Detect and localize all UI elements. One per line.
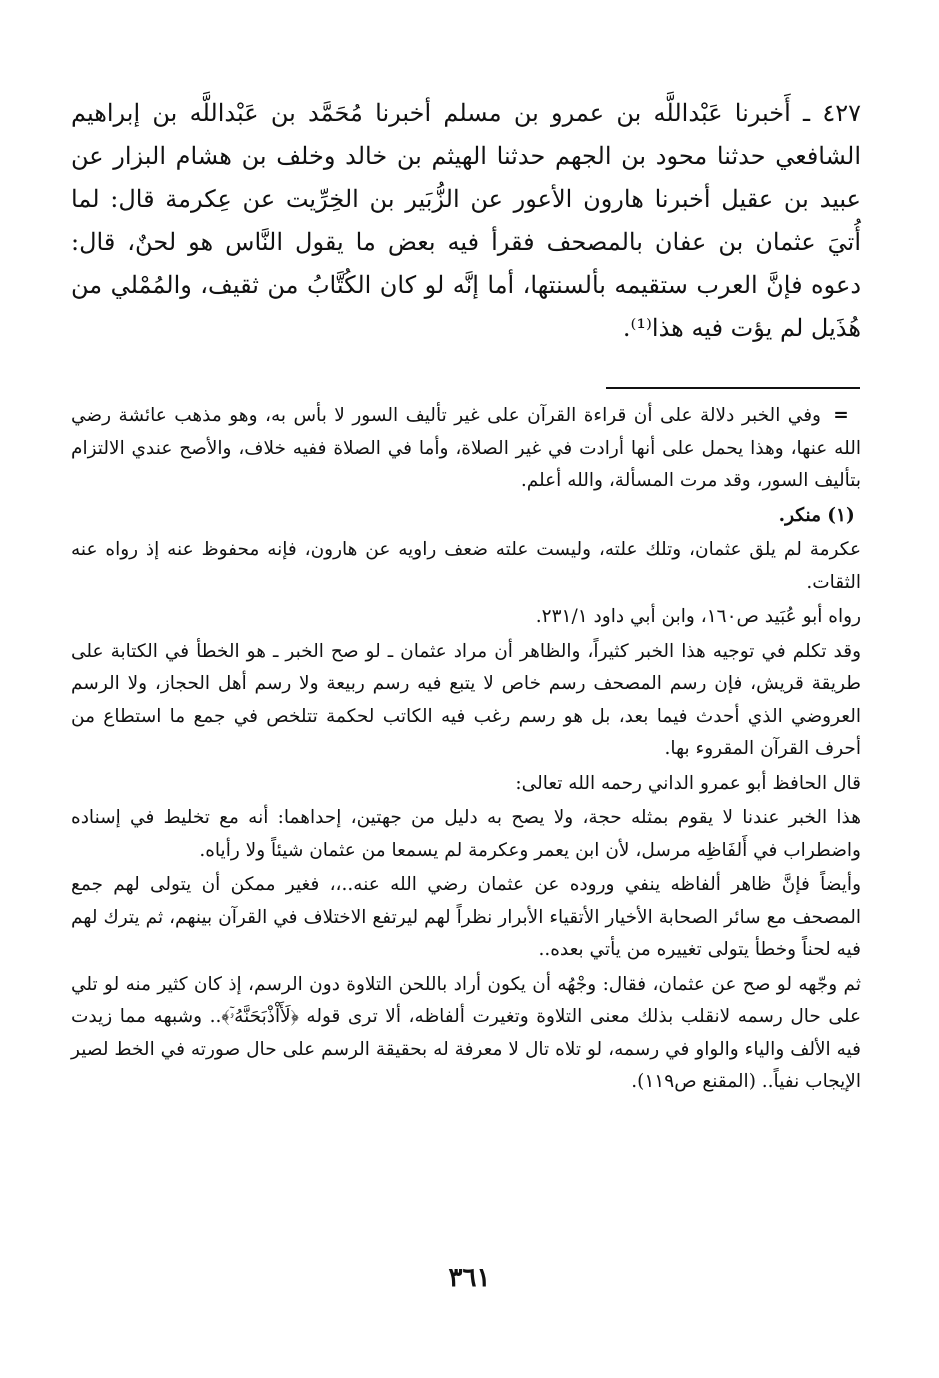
footnotes-section <box>71 400 861 1101</box>
footnote-marker: (١) <box>827 504 855 526</box>
continuation-marker: = <box>833 405 849 426</box>
footnote-paragraph: وقد تكلم في توجيه هذا الخبر كثيراً، والظاهر أن مراد عثمان ـ لو صح الخبر ـ هو الخطأ في الكتابة على طريقة قريش، فإن رسم المصحف رسم خاص لا يتبع فيه رسم ربيعة ولا رسم أهل الحجاز، ولا الرسم العروضي الذي أحدث فيما بعد، بل هو رسم رغب فيه الكاتب لحكمة تتلخص في جمع ما استطاع من أحرف القرآن المقروء بها. <box>71 640 861 759</box>
footnote-divider <box>606 387 860 389</box>
footnote-paragraph: عكرمة لم يلق عثمان، وتلك علته، وليست علته ضعف راويه عن هارون، فإنه محفوظ عنه إذ رواه عنه الثقات. <box>71 539 861 593</box>
footnote-paragraph: قال الحافظ أبو عمرو الداني رحمه الله تعالى: <box>515 772 861 794</box>
footnote-paragraph: ثم وجّهه لو صح عن عثمان، فقال: وجْهُه أن يكون أراد باللحن التلاوة دون الرسم، إذ كان كثير منه لو تلي على حال رسمه لانقلب بذلك معنى التلاوة وتغيرت ألفاظه، ألا ترى قوله ﴿لَأَاْذْبَحَنَّهُۥٓ﴾.. وشبهه مما زيدت فيه الألف والياء والواو في رسمه، لو تلاه تال لا معرفة له بحقيقة الرسم على حال صورته في الخط لصير الإيجاب نفياً.. (المقنع ص١١٩). <box>71 973 861 1092</box>
footnote-paragraph: هذا الخبر عندنا لا يقوم بمثله حجة، ولا يصح به دليل من جهتين، إحداهما: أنه مع تخليط في إسناده واضطراب في أَلفَاظِه مرسل، لأن ابن يعمر وعكرمة لم يسمعا من عثمان شيئاً ولا رأياه. <box>71 807 861 861</box>
hadith-text <box>71 92 861 350</box>
hadith-paragraph: ٤٢٧ ـ أَخبرنا عَبْداللَّه بن عمرو بن مسلم أخبرنا مُحَمَّد بن عَبْداللَّه بن إبراهيم الشافعي حدثنا محود بن الجهم حدثنا الهيثم بن خالد وخلف بن هشام البزار عن عبيد بن عقيل أخبرنا هارون الأعور عن الزُّبَير بن الخِرِّيت عن عِكرمة قال: لما أُتيَ عثمان بن عفان بالمصحف فقرأ فيه بعض ما يقول النَّاس هو لحنٌ، قال: دعوه فإنَّ العرب ستقيمه بألسنتها، أما إنَّه لو كان الكُتَّابُ من ثقيف، والمُمْلي من هُذَيل لم يؤت فيه هذا⁽¹⁾. <box>71 99 861 342</box>
footnote-continuation <box>71 400 861 498</box>
footnote-1-heading <box>71 500 861 533</box>
footnote-paragraph: وأيضاً فإنَّ ظاهر ألفاظه ينفي وروده عن عثمان رضي الله عنه..،، فغير ممكن أن يتولى لهم جمع المصحف مع سائر الصحابة الأخيار الأتقياء الأبرار نظراً لهم ليرتفع الاختلاف في القرآن بينهم، ثم يترك لهم فيه لحناً وخطأ يتولى تغييره من يأتي بعده.. <box>71 874 861 960</box>
footnote-grade: منكر. <box>778 504 821 526</box>
continuation-text: وفي الخبر دلالة على أن قراءة القرآن على غير تأليف السور لا بأس به، وهو مذهب عائشة رضي الله عنها، وهذا يحمل على أنها أرادت في غير الصلاة، وأما في الصلاة ففيه خلاف، والأصح عندي الالتزام بتأليف السور، وقد مرت المسألة، والله أعلم. <box>71 405 861 491</box>
page-number: ٣٦١ <box>448 1263 491 1293</box>
footnote-paragraph: رواه أبو عُبَيد ص١٦٠، وابن أبي داود ٢٣١/١. <box>535 606 861 627</box>
